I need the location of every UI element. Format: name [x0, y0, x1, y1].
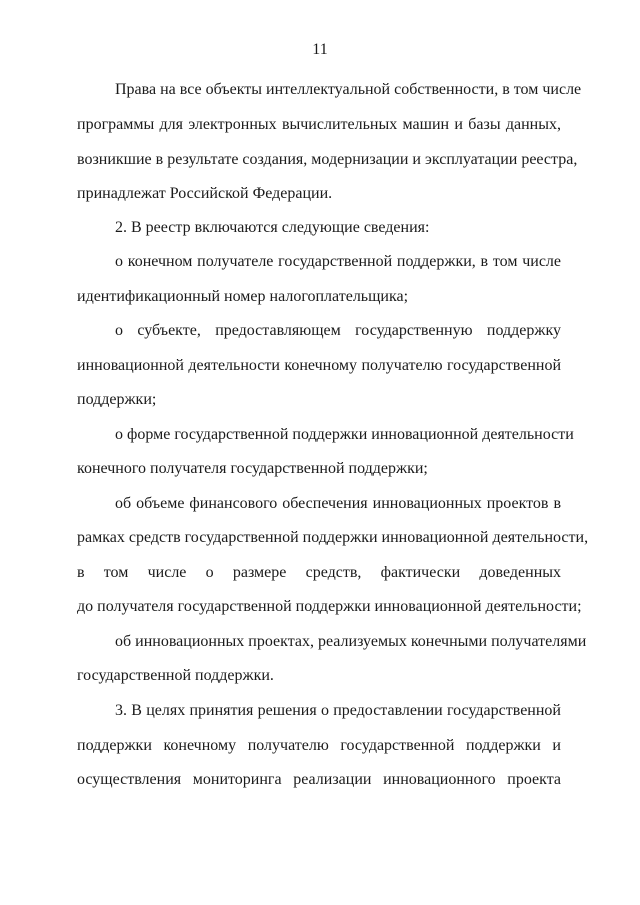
text-line: инновационной деятельности конечному получателю государственной [77, 357, 561, 374]
text-line: Права на все объекты интеллектуальной собственности, в том числе [115, 81, 582, 98]
text-line: возникшие в результате создания, модернизации и эксплуатации реестра, [77, 151, 578, 168]
text-line: конечного получателя государственной поддержки; [77, 460, 428, 477]
text-line: осуществления мониторинга реализации инновационного проекта [77, 771, 561, 788]
page-number: 11 [312, 41, 328, 58]
text-line: идентификационный номер налогоплательщика; [77, 288, 409, 305]
text-line: об инновационных проектах, реализуемых конечными получателями [115, 633, 587, 650]
text-line: до получателя государственной поддержки инновационной деятельности; [77, 598, 582, 615]
text-line: о конечном получателе государственной поддержки, в том числе [115, 253, 561, 270]
text-line: программы для электронных вычислительных машин и базы данных, [77, 116, 561, 133]
text-line: в том числе о размере средств, фактически доведенных [77, 564, 561, 581]
text-line: 3. В целях принятия решения о предоставлении государственной [115, 702, 561, 719]
text-line: о субъекте, предоставляющем государственную поддержку [115, 322, 561, 339]
text-line: об объеме финансового обеспечения инновационных проектов в [115, 495, 561, 512]
text-line: рамках средств государственной поддержки инновационной деятельности, [77, 529, 589, 546]
text-line: поддержки; [77, 391, 157, 408]
text-line: поддержки конечному получателю государственной поддержки и [77, 737, 561, 754]
text-line: о форме государственной поддержки инновационной деятельности [115, 426, 574, 443]
text-line: принадлежат Российской Федерации. [77, 185, 333, 202]
text-line: 2. В реестр включаются следующие сведения: [115, 219, 430, 236]
text-line: государственной поддержки. [77, 667, 274, 684]
